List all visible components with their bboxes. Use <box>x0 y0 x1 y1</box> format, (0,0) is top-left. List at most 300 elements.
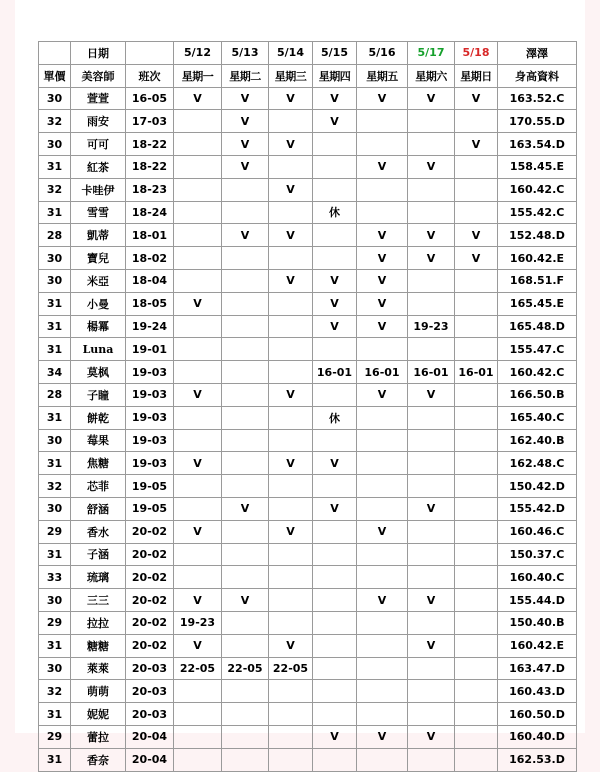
day-cell <box>313 224 357 247</box>
day-cell <box>357 680 408 703</box>
day-cell <box>269 247 313 270</box>
day-cell <box>357 566 408 589</box>
table-row <box>39 133 577 156</box>
day-cell <box>222 201 269 224</box>
day-cell <box>408 543 455 566</box>
day-cell <box>269 497 313 520</box>
day-cell <box>222 748 269 771</box>
price-cell: 31 <box>39 201 71 224</box>
schedule-sheet <box>15 0 585 767</box>
header-blank <box>126 42 174 65</box>
day-cell <box>269 201 313 224</box>
table-row <box>39 224 577 247</box>
day-cell <box>222 383 269 406</box>
therapist-name: 萊萊 <box>71 657 126 680</box>
day-cell: V <box>408 247 455 270</box>
header-row-dates <box>39 42 577 65</box>
day-cell <box>313 178 357 201</box>
measure-cell: 160.50.D <box>498 703 577 726</box>
table-row <box>39 201 577 224</box>
day-cell <box>222 680 269 703</box>
day-cell <box>313 703 357 726</box>
table-row <box>39 543 577 566</box>
price-cell: 29 <box>39 611 71 634</box>
day-cell <box>269 703 313 726</box>
price-cell: 32 <box>39 680 71 703</box>
day-cell: V <box>269 383 313 406</box>
day-cell <box>222 292 269 315</box>
day-cell <box>408 657 455 680</box>
price-cell: 33 <box>39 566 71 589</box>
day-cell <box>313 657 357 680</box>
day-cell <box>269 155 313 178</box>
day-cell <box>455 680 498 703</box>
measure-cell: 160.42.E <box>498 247 577 270</box>
measure-cell: 152.48.D <box>498 224 577 247</box>
price-cell: 30 <box>39 589 71 612</box>
day-cell <box>174 703 222 726</box>
shift-cell: 20-02 <box>126 543 174 566</box>
day-cell <box>357 406 408 429</box>
table-row <box>39 452 577 475</box>
price-cell: 31 <box>39 155 71 178</box>
day-cell: V <box>357 725 408 748</box>
day-cell: V <box>269 224 313 247</box>
day-cell: V <box>313 110 357 133</box>
day-cell <box>455 611 498 634</box>
measure-cell: 166.50.B <box>498 383 577 406</box>
shift-cell: 20-02 <box>126 589 174 612</box>
day-cell <box>174 338 222 361</box>
day-cell <box>455 725 498 748</box>
shift-cell: 17-03 <box>126 110 174 133</box>
day-cell <box>455 338 498 361</box>
shift-cell: 19-03 <box>126 383 174 406</box>
shift-cell: 18-04 <box>126 269 174 292</box>
measure-cell: 150.40.B <box>498 611 577 634</box>
day-cell <box>222 269 269 292</box>
day-cell <box>357 657 408 680</box>
shift-cell: 20-02 <box>126 520 174 543</box>
day-cell: V <box>408 224 455 247</box>
measure-cell: 160.40.D <box>498 725 577 748</box>
price-cell: 31 <box>39 748 71 771</box>
day-cell <box>455 269 498 292</box>
day-cell: 16-01 <box>408 361 455 384</box>
measure-cell: 168.51.F <box>498 269 577 292</box>
price-cell: 31 <box>39 703 71 726</box>
table-row <box>39 429 577 452</box>
price-cell: 30 <box>39 429 71 452</box>
measure-cell: 165.45.E <box>498 292 577 315</box>
day-cell <box>174 315 222 338</box>
therapist-name: 莓果 <box>71 429 126 452</box>
header-blank <box>39 42 71 65</box>
day-cell <box>222 611 269 634</box>
day-cell <box>357 611 408 634</box>
day-cell: V <box>408 589 455 612</box>
therapist-name: 香奈 <box>71 748 126 771</box>
day-cell: V <box>222 133 269 156</box>
measure-cell: 162.53.D <box>498 748 577 771</box>
day-cell: V <box>174 452 222 475</box>
day-cell <box>174 497 222 520</box>
table-row <box>39 338 577 361</box>
day-cell: V <box>357 269 408 292</box>
shift-cell: 18-24 <box>126 201 174 224</box>
day-cell <box>455 201 498 224</box>
therapist-name: 雨安 <box>71 110 126 133</box>
day-cell <box>455 110 498 133</box>
day-cell: 19-23 <box>174 611 222 634</box>
measure-cell: 150.42.D <box>498 475 577 498</box>
day-cell: V <box>269 520 313 543</box>
measure-cell: 160.42.C <box>498 178 577 201</box>
day-cell <box>408 178 455 201</box>
shift-cell: 19-03 <box>126 361 174 384</box>
day-cell <box>174 110 222 133</box>
day-cell <box>222 452 269 475</box>
table-row <box>39 475 577 498</box>
measure-cell: 160.43.D <box>498 680 577 703</box>
day-cell: V <box>357 155 408 178</box>
day-cell <box>313 475 357 498</box>
measure-cell: 165.48.D <box>498 315 577 338</box>
table-row <box>39 520 577 543</box>
day-cell: V <box>357 292 408 315</box>
day-cell <box>455 543 498 566</box>
day-cell: V <box>408 634 455 657</box>
day-cell: V <box>174 87 222 110</box>
shift-label: 班次 <box>126 64 174 87</box>
therapist-name: 琉璃 <box>71 566 126 589</box>
day-cell: 16-01 <box>455 361 498 384</box>
day-cell: 休 <box>313 201 357 224</box>
day-cell <box>269 680 313 703</box>
weekday-header: 星期五 <box>357 64 408 87</box>
table-row <box>39 383 577 406</box>
day-cell: V <box>313 292 357 315</box>
therapist-name: 子瞳 <box>71 383 126 406</box>
table-row <box>39 292 577 315</box>
measure-cell: 163.52.C <box>498 87 577 110</box>
day-cell <box>408 475 455 498</box>
day-cell <box>222 178 269 201</box>
measure-cell: 155.42.C <box>498 201 577 224</box>
table-row <box>39 725 577 748</box>
therapist-name: 米亞 <box>71 269 126 292</box>
day-cell <box>357 703 408 726</box>
day-cell: 19-23 <box>408 315 455 338</box>
day-cell <box>222 406 269 429</box>
day-cell <box>357 543 408 566</box>
day-cell <box>222 338 269 361</box>
day-cell: V <box>313 269 357 292</box>
day-cell: V <box>357 383 408 406</box>
shift-cell: 19-05 <box>126 475 174 498</box>
day-cell <box>455 475 498 498</box>
day-cell <box>408 566 455 589</box>
day-cell <box>174 566 222 589</box>
day-cell <box>408 201 455 224</box>
day-cell: 16-01 <box>357 361 408 384</box>
date-header: 5/13 <box>222 42 269 65</box>
day-cell: V <box>222 589 269 612</box>
day-cell: V <box>174 634 222 657</box>
table-row <box>39 87 577 110</box>
price-cell: 29 <box>39 725 71 748</box>
shift-cell: 20-04 <box>126 725 174 748</box>
day-cell: V <box>174 589 222 612</box>
therapist-name: 卡哇伊 <box>71 178 126 201</box>
day-cell <box>269 110 313 133</box>
therapist-name: 餅乾 <box>71 406 126 429</box>
measure-cell: 163.54.D <box>498 133 577 156</box>
day-cell: V <box>313 452 357 475</box>
day-cell <box>408 703 455 726</box>
day-cell <box>269 338 313 361</box>
therapist-name: 子涵 <box>71 543 126 566</box>
day-cell <box>313 247 357 270</box>
date-header-saturday: 5/17 <box>408 42 455 65</box>
measure-cell: 160.46.C <box>498 520 577 543</box>
day-cell <box>408 338 455 361</box>
day-cell: V <box>222 110 269 133</box>
table-row <box>39 315 577 338</box>
table-row <box>39 703 577 726</box>
day-cell <box>269 748 313 771</box>
shift-cell: 19-03 <box>126 406 174 429</box>
therapist-name: 三三 <box>71 589 126 612</box>
day-cell <box>408 452 455 475</box>
day-cell <box>455 748 498 771</box>
price-cell: 30 <box>39 247 71 270</box>
weekday-header: 星期四 <box>313 64 357 87</box>
price-cell: 30 <box>39 497 71 520</box>
day-cell: V <box>174 520 222 543</box>
name-label: 美容師 <box>71 64 126 87</box>
price-cell: 28 <box>39 383 71 406</box>
measure-cell: 158.45.E <box>498 155 577 178</box>
day-cell <box>455 292 498 315</box>
day-cell: V <box>222 87 269 110</box>
day-cell <box>313 429 357 452</box>
day-cell <box>174 429 222 452</box>
day-cell <box>313 680 357 703</box>
measure-cell: 170.55.D <box>498 110 577 133</box>
day-cell <box>455 406 498 429</box>
weekday-header: 星期三 <box>269 64 313 87</box>
day-cell <box>357 748 408 771</box>
day-cell <box>313 748 357 771</box>
day-cell <box>313 566 357 589</box>
therapist-name: 焦糖 <box>71 452 126 475</box>
table-row <box>39 497 577 520</box>
day-cell <box>313 589 357 612</box>
day-cell <box>408 520 455 543</box>
day-cell: V <box>269 178 313 201</box>
day-cell: V <box>269 634 313 657</box>
measure-cell: 155.42.D <box>498 497 577 520</box>
table-row <box>39 178 577 201</box>
measure-cell: 165.40.C <box>498 406 577 429</box>
therapist-name: 可可 <box>71 133 126 156</box>
day-cell: V <box>455 247 498 270</box>
day-cell <box>357 475 408 498</box>
day-cell <box>174 178 222 201</box>
day-cell: V <box>313 87 357 110</box>
day-cell <box>313 543 357 566</box>
day-cell <box>174 680 222 703</box>
therapist-name: 凱蒂 <box>71 224 126 247</box>
therapist-name: 萌萌 <box>71 680 126 703</box>
day-cell <box>174 133 222 156</box>
day-cell: V <box>357 224 408 247</box>
day-cell: V <box>357 520 408 543</box>
day-cell <box>222 725 269 748</box>
day-cell <box>222 543 269 566</box>
day-cell <box>408 680 455 703</box>
shift-cell: 19-01 <box>126 338 174 361</box>
day-cell: V <box>222 497 269 520</box>
day-cell: V <box>313 497 357 520</box>
price-cell: 31 <box>39 406 71 429</box>
day-cell <box>174 475 222 498</box>
price-cell: 30 <box>39 657 71 680</box>
day-cell <box>455 452 498 475</box>
day-cell: V <box>408 87 455 110</box>
price-cell: 30 <box>39 133 71 156</box>
day-cell: V <box>269 133 313 156</box>
day-cell <box>174 725 222 748</box>
therapist-name: 舒涵 <box>71 497 126 520</box>
day-cell <box>455 589 498 612</box>
day-cell <box>408 269 455 292</box>
day-cell: V <box>357 87 408 110</box>
therapist-name: 雪雪 <box>71 201 126 224</box>
day-cell <box>269 475 313 498</box>
day-cell: V <box>313 725 357 748</box>
day-cell: 16-01 <box>313 361 357 384</box>
day-cell <box>357 110 408 133</box>
day-cell <box>269 292 313 315</box>
therapist-name: 糖糖 <box>71 634 126 657</box>
day-cell <box>269 429 313 452</box>
measure-cell: 163.47.D <box>498 657 577 680</box>
day-cell <box>174 201 222 224</box>
price-cell: 30 <box>39 87 71 110</box>
shift-cell: 18-02 <box>126 247 174 270</box>
shift-cell: 19-03 <box>126 429 174 452</box>
shift-cell: 20-02 <box>126 566 174 589</box>
day-cell: 22-05 <box>222 657 269 680</box>
shift-cell: 20-03 <box>126 657 174 680</box>
day-cell <box>174 748 222 771</box>
shift-cell: 18-01 <box>126 224 174 247</box>
date-header-sunday: 5/18 <box>455 42 498 65</box>
therapist-name: 寶兒 <box>71 247 126 270</box>
day-cell <box>408 406 455 429</box>
day-cell <box>222 315 269 338</box>
day-cell: V <box>269 452 313 475</box>
therapist-name: 妮妮 <box>71 703 126 726</box>
day-cell: V <box>455 133 498 156</box>
day-cell: V <box>408 725 455 748</box>
therapist-name: 莫枫 <box>71 361 126 384</box>
day-cell <box>174 543 222 566</box>
price-cell: 34 <box>39 361 71 384</box>
day-cell <box>455 497 498 520</box>
measure-cell: 160.42.C <box>498 361 577 384</box>
day-cell <box>222 247 269 270</box>
day-cell <box>313 634 357 657</box>
therapist-name: 香水 <box>71 520 126 543</box>
day-cell <box>222 361 269 384</box>
day-cell: V <box>174 292 222 315</box>
day-cell <box>408 611 455 634</box>
day-cell <box>269 725 313 748</box>
day-cell <box>408 429 455 452</box>
day-cell: V <box>357 589 408 612</box>
day-cell: V <box>357 315 408 338</box>
date-header: 5/15 <box>313 42 357 65</box>
table-row <box>39 406 577 429</box>
price-cell: 32 <box>39 110 71 133</box>
day-cell <box>357 429 408 452</box>
day-cell: V <box>313 315 357 338</box>
weekday-header: 星期一 <box>174 64 222 87</box>
day-cell <box>269 406 313 429</box>
day-cell <box>357 497 408 520</box>
day-cell <box>174 247 222 270</box>
table-row <box>39 589 577 612</box>
table-row <box>39 680 577 703</box>
day-cell <box>313 155 357 178</box>
day-cell <box>408 292 455 315</box>
price-cell: 31 <box>39 338 71 361</box>
day-cell <box>269 361 313 384</box>
shift-cell: 18-05 <box>126 292 174 315</box>
schedule-table <box>38 41 577 772</box>
date-header: 5/16 <box>357 42 408 65</box>
price-cell: 31 <box>39 543 71 566</box>
table-row <box>39 611 577 634</box>
day-cell <box>313 520 357 543</box>
day-cell <box>408 748 455 771</box>
day-cell: V <box>174 383 222 406</box>
day-cell <box>269 543 313 566</box>
shift-cell: 16-05 <box>126 87 174 110</box>
day-cell <box>222 429 269 452</box>
day-cell <box>455 566 498 589</box>
shift-cell: 20-02 <box>126 634 174 657</box>
day-cell: V <box>269 87 313 110</box>
day-cell <box>455 429 498 452</box>
price-cell: 28 <box>39 224 71 247</box>
date-header: 5/12 <box>174 42 222 65</box>
table-row <box>39 110 577 133</box>
therapist-name: 萱萱 <box>71 87 126 110</box>
day-cell: V <box>222 224 269 247</box>
measure-cell: 160.42.E <box>498 634 577 657</box>
day-cell <box>222 634 269 657</box>
day-cell: V <box>222 155 269 178</box>
day-cell <box>357 452 408 475</box>
day-cell <box>357 338 408 361</box>
day-cell <box>408 133 455 156</box>
day-cell <box>222 475 269 498</box>
table-row <box>39 155 577 178</box>
